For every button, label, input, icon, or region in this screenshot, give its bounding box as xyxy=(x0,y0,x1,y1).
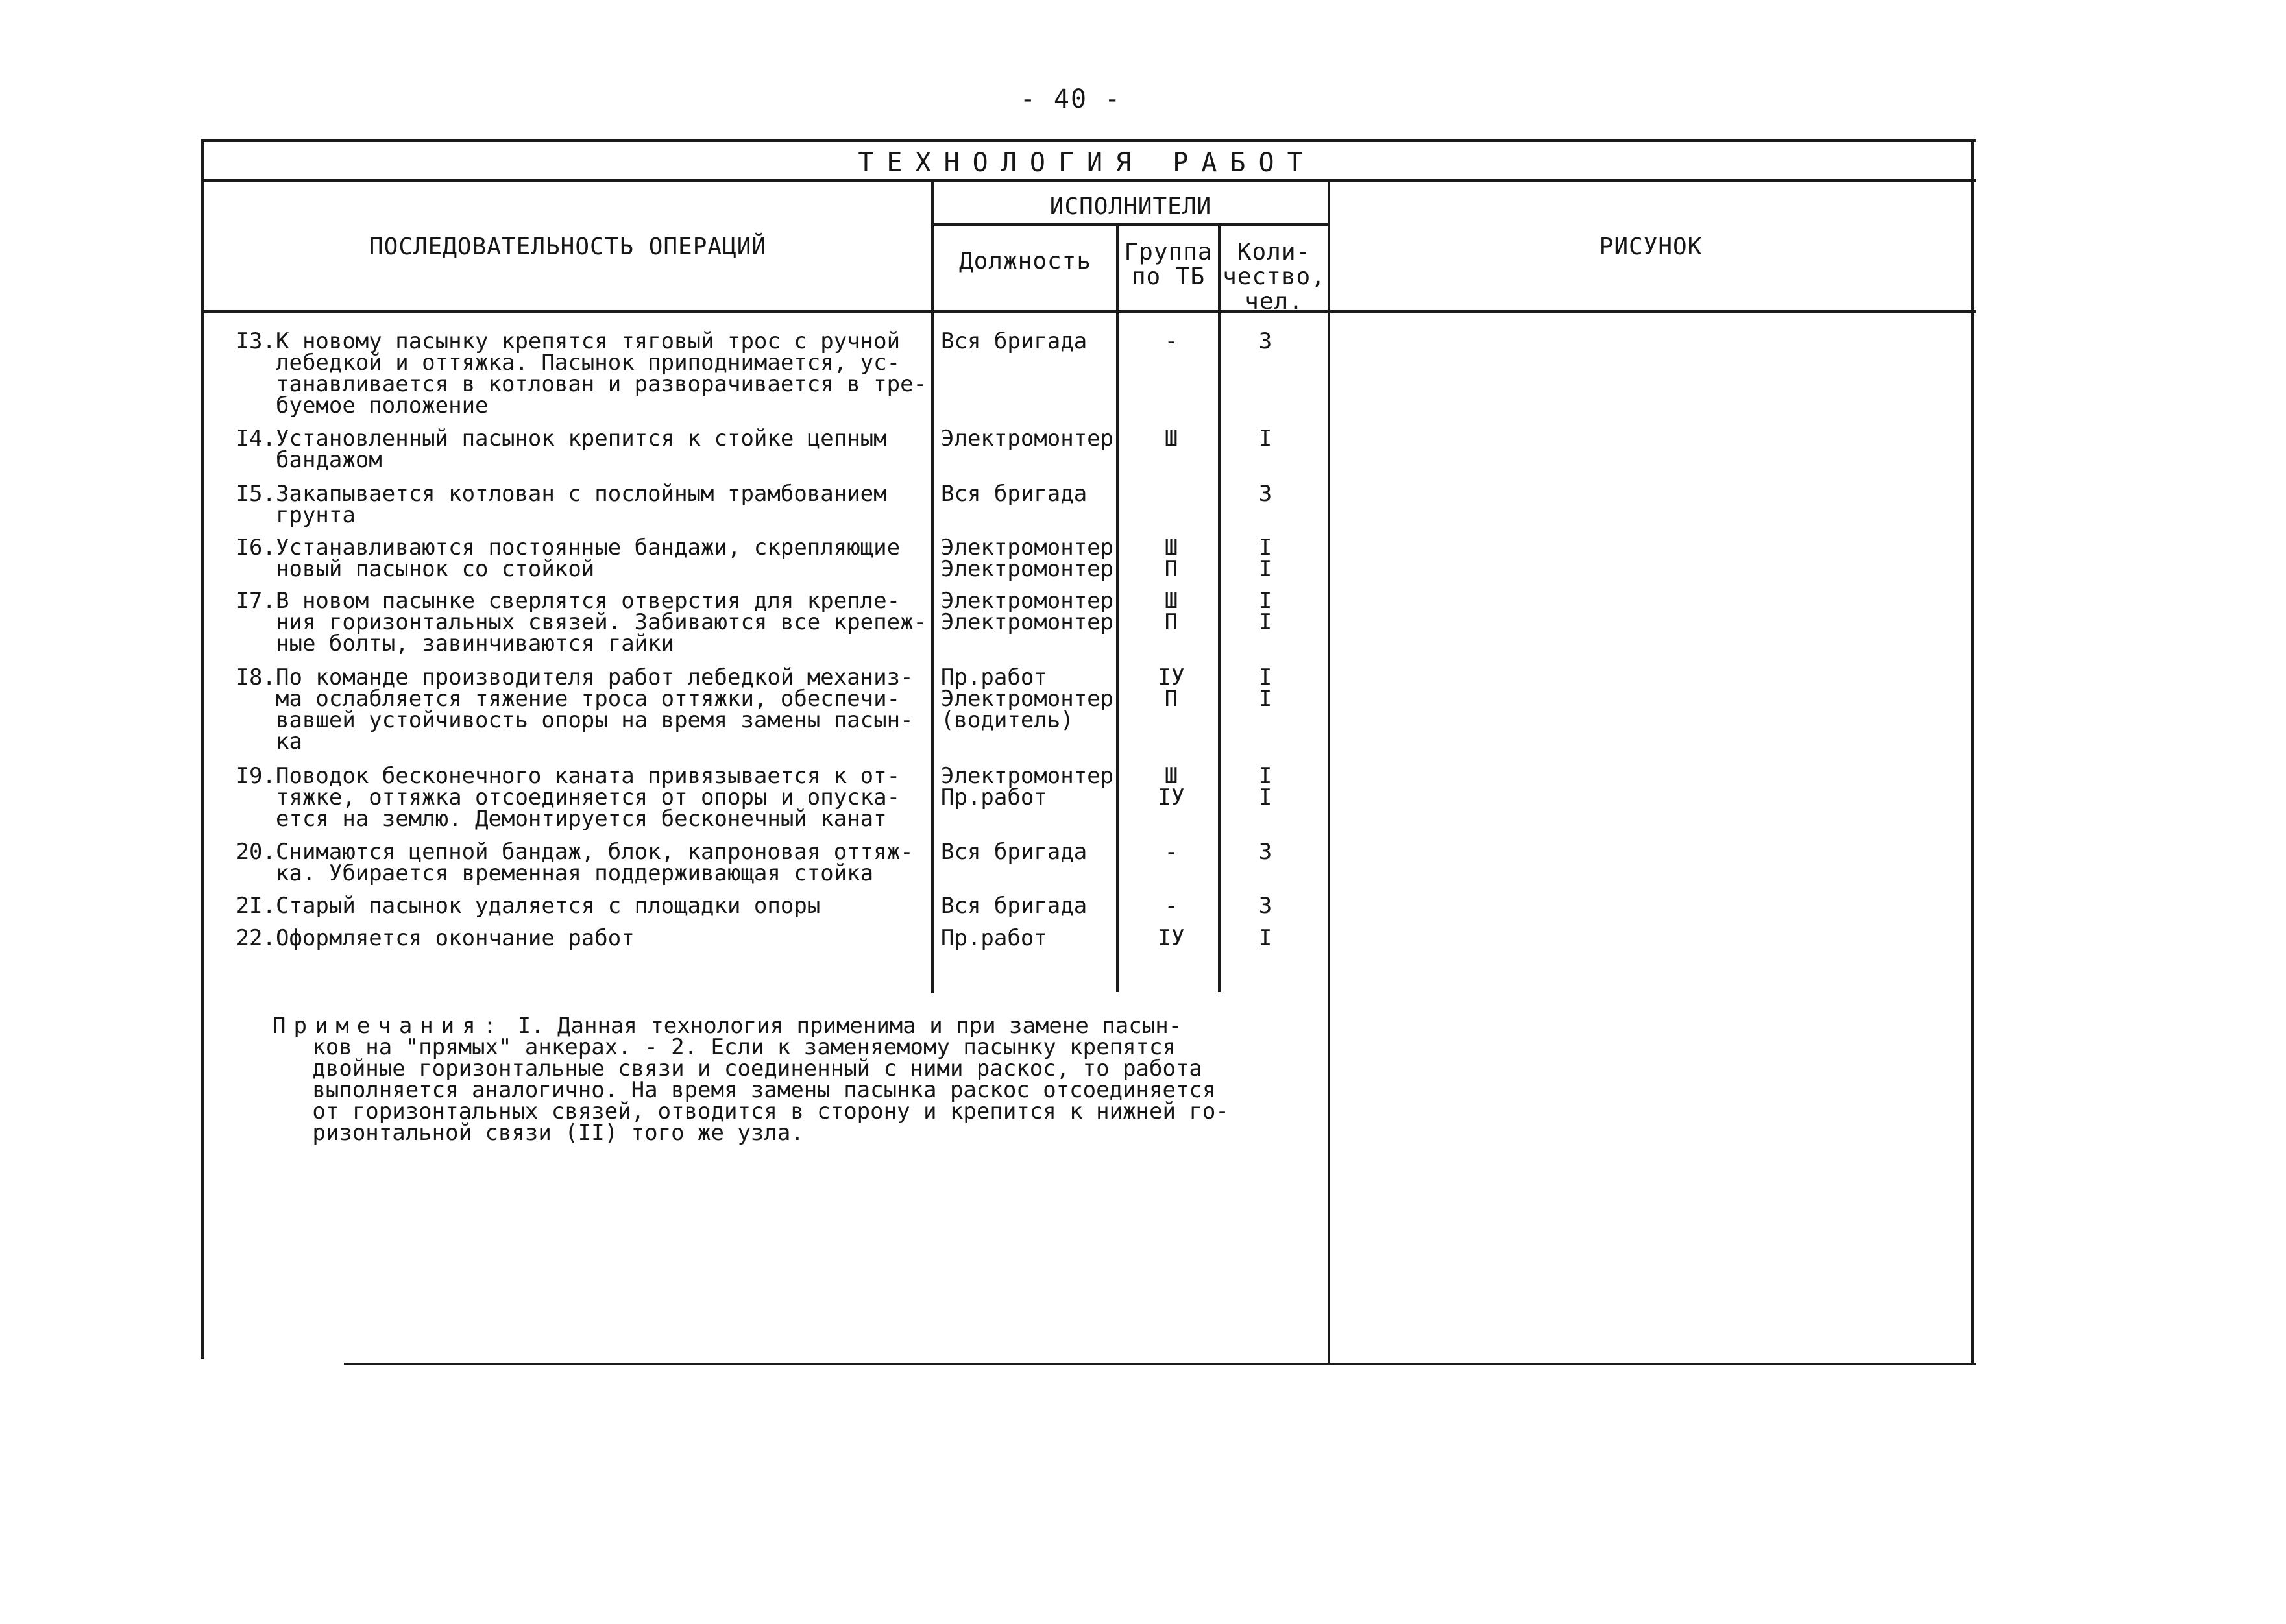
notes xyxy=(273,1015,1272,1144)
header-position: Должность xyxy=(958,248,1092,274)
table-right-border xyxy=(1971,139,1974,1363)
quantity-cell: I I xyxy=(1258,664,1272,712)
operations-right-border xyxy=(931,179,934,993)
position-cell: Пр.работ xyxy=(941,925,1047,951)
operation-text: Снимаются цепной бандаж, блок, капроновая оттяж- ка. Убирается временная поддерживающая стойка xyxy=(276,839,914,886)
position-cell: Электромонтер Электромонтер xyxy=(941,535,1114,582)
position-cell: Электромонтер xyxy=(941,426,1114,452)
group-cell: - xyxy=(1164,839,1178,865)
page-number: - 40 - xyxy=(1019,84,1122,114)
operation-text: В новом пасынке сверлятся отверстия для крепле- ния горизонтальных связей. Забиваются все крепеж- ные болты, завинчиваются гайки xyxy=(276,588,927,657)
notes-title: Примечания: xyxy=(273,1013,505,1039)
header-quantity: Коли- чество, чел. xyxy=(1222,239,1326,315)
position-right-border xyxy=(1116,223,1119,992)
group-cell: IУ xyxy=(1158,925,1185,951)
row-number: I8. xyxy=(236,664,276,690)
group-cell: IУ П xyxy=(1158,664,1185,712)
table-title: ТЕХНОЛОГИЯ РАБОТ xyxy=(858,148,1316,178)
position-cell: Вся бригада xyxy=(941,839,1088,865)
row-number: 22. xyxy=(236,925,276,951)
group-cell: - xyxy=(1164,893,1178,919)
notes-text: I. Данная технология применима и при замене пасын- ков на "прямых" анкерах. - 2. Если к заменяемому пасынку крепятся двойные горизонтальные связи и соединенный с ними раскос, то работа выполняется аналогично. На время замены пасынка раскос отсоединяется от горизонтальных связей, отводится в сторону и крепится к нижней го- ризонтальной связи (II) того же узла. xyxy=(312,1013,1229,1146)
quantity-cell: I I xyxy=(1258,588,1272,635)
position-cell: Вся бригада xyxy=(941,893,1088,919)
quantity-cell: I I xyxy=(1258,535,1272,582)
position-cell: Вся бригада xyxy=(941,481,1088,507)
position-cell: Электромонтер Пр.работ xyxy=(941,763,1114,810)
header-bottom-border xyxy=(201,310,1976,313)
operation-text: Закапывается котлован с послойным трамбованием грунта xyxy=(276,481,887,528)
group-right-border xyxy=(1218,223,1221,992)
table-bottom-border xyxy=(344,1363,1976,1365)
group-cell: Ш IУ xyxy=(1158,763,1185,810)
operation-text: По команде производителя работ лебедкой механиз- ма ослабляется тяжение троса оттяжки, обеспечи- вавшей устойчивость опоры на время замены пасын- ка xyxy=(276,664,914,755)
group-cell: Ш xyxy=(1164,426,1178,452)
quantity-cell: 3 xyxy=(1258,328,1272,354)
operation-text: Поводок бесконечного каната привязывается к от- тяжке, оттяжка отсоединяется от опоры и опуска- ется на землю. Демонтируется бесконечный канат xyxy=(276,763,901,832)
operation-text: Оформляется окончание работ xyxy=(276,925,635,951)
position-cell: Электромонтер Электромонтер xyxy=(941,588,1114,635)
group-cell: - xyxy=(1164,328,1178,354)
row-number: I4. xyxy=(236,426,276,452)
row-number: I5. xyxy=(236,481,276,507)
operation-text: Установленный пасынок крепится к стойке цепным бандажом xyxy=(276,426,887,473)
row-number: 20. xyxy=(236,839,276,865)
row-number: 2I. xyxy=(236,893,276,919)
operation-text: Устанавливаются постоянные бандажи, скрепляющие новый пасынок со стойкой xyxy=(276,535,901,582)
header-figure: РИСУНОК xyxy=(1599,234,1703,260)
title-bottom-border xyxy=(201,179,1976,182)
position-cell: Вся бригада xyxy=(941,328,1088,354)
table-top-border xyxy=(201,139,1976,142)
executors-bottom-border xyxy=(931,223,1330,226)
executors-right-border xyxy=(1328,179,1330,1363)
table-left-border xyxy=(201,139,204,1359)
operation-text: К новому пасынку крепятся тяговый трос с ручной лебедкой и оттяжка. Пасынок приподнимается, ус- танавливается в котлован и разворачивается в тре- буемое положение xyxy=(276,328,927,418)
header-executors: ИСПОЛНИТЕЛИ xyxy=(1049,193,1212,220)
header-group: Группа по ТБ xyxy=(1124,239,1213,290)
group-cell: Ш П xyxy=(1164,535,1178,582)
header-operations: ПОСЛЕДОВАТЕЛЬНОСТЬ ОПЕРАЦИЙ xyxy=(369,234,767,260)
group-cell: Ш П xyxy=(1164,588,1178,635)
quantity-cell: I xyxy=(1258,426,1272,452)
quantity-cell: I I xyxy=(1258,763,1272,810)
quantity-cell: 3 xyxy=(1258,893,1272,919)
row-number: I6. xyxy=(236,535,276,561)
quantity-cell: 3 xyxy=(1258,481,1272,507)
row-number: I9. xyxy=(236,763,276,789)
row-number: I3. xyxy=(236,328,276,354)
row-number: I7. xyxy=(236,588,276,614)
position-cell: Пр.работ Электромонтер (водитель) xyxy=(941,664,1114,733)
operation-text: Старый пасынок удаляется с площадки опоры xyxy=(276,893,821,919)
quantity-cell: I xyxy=(1258,925,1272,951)
quantity-cell: 3 xyxy=(1258,839,1272,865)
